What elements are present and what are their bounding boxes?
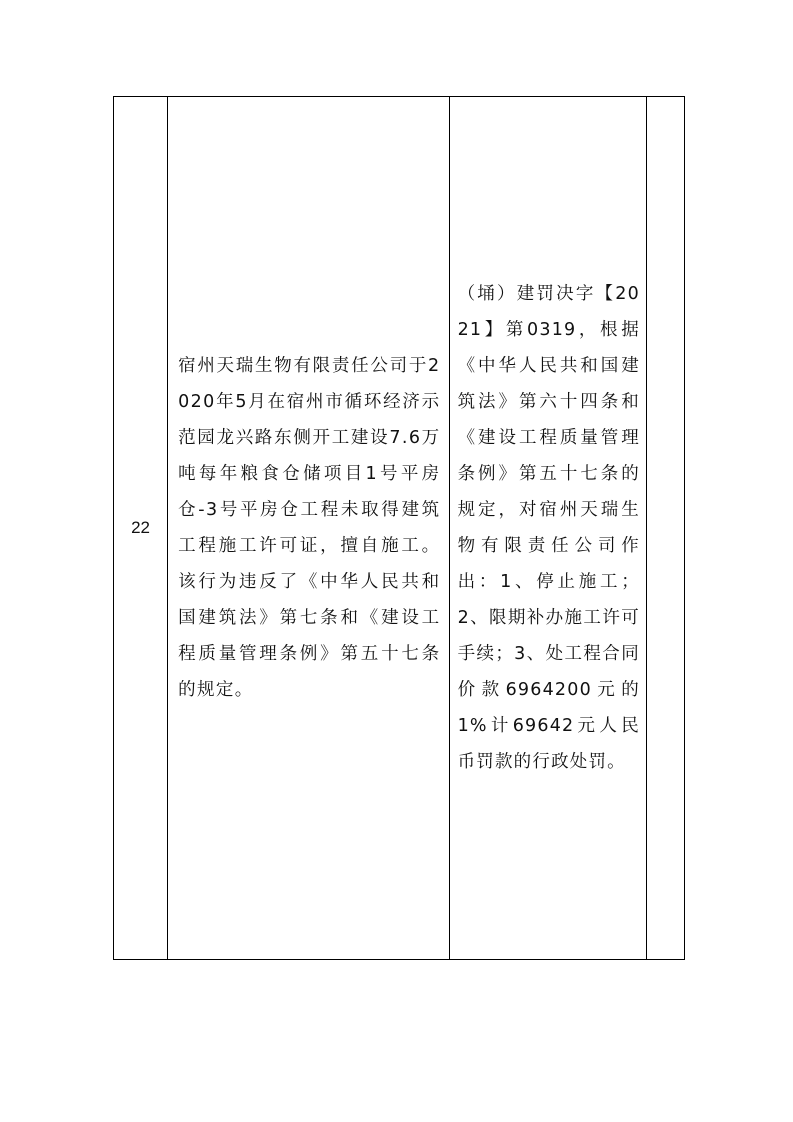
remarks-cell	[646, 97, 684, 960]
violation-description-cell	[168, 97, 449, 960]
penalty-decision: （埇）建罚决字【2021】第0319，根据《中华人民共和国建筑法》第六十四条和《建设工程质量管理条例》第五十七条的规定，对宿州天瑞生物有限责任公司作出：1、停止施工；2、限期补办施工许可手续；3、处工程合同价款6964200元的1%计69642元人民币罚款的行政处罚。	[457, 284, 640, 772]
penalty-record-table	[113, 96, 685, 960]
row-number: 22	[131, 518, 150, 537]
violation-description: 宿州天瑞生物有限责任公司于2020年5月在宿州市循环经济示范园龙兴路东侧开工建设7.6万吨每年粮食仓储项目1号平房仓-3号平房仓工程未取得建筑工程施工许可证，擅自施工。该行为违反了《中华人民共和国建筑法》第七条和《建设工程质量管理条例》第五十七条的规定。	[178, 356, 441, 700]
penalty-decision-cell	[449, 97, 646, 960]
row-number-cell	[114, 97, 168, 960]
table-row	[114, 97, 685, 960]
